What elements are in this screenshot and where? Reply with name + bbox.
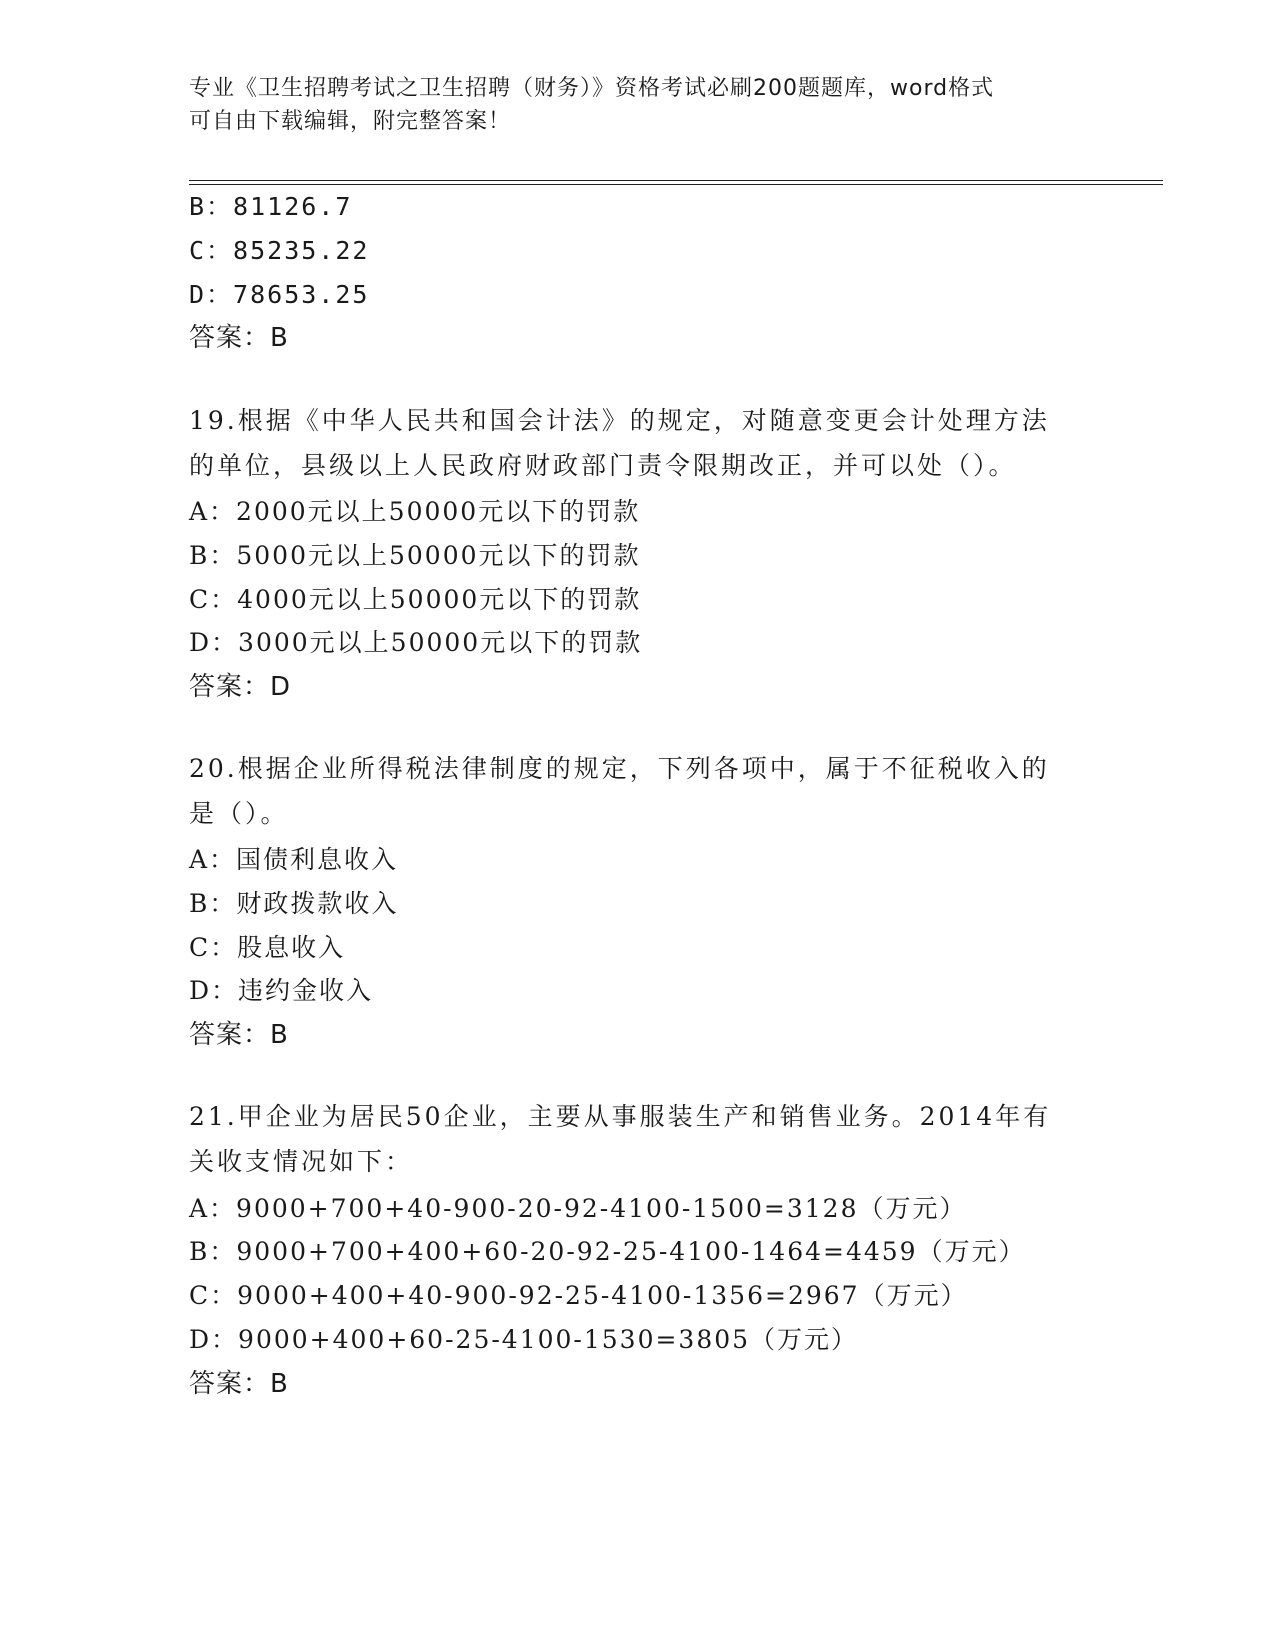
q19-option-c: C：4000元以上50000元以下的罚款 — [189, 585, 642, 614]
q19-option-a: A：2000元以上50000元以下的罚款 — [189, 497, 641, 526]
q20-option-c: C：股息收入 — [189, 933, 346, 962]
q19-stem-line-1: 19.根据《中华人民共和国会计法》的规定，对随意变更会计处理方法 — [189, 406, 1050, 435]
q20-stem-line-1: 20.根据企业所得税法律制度的规定，下列各项中，属于不征税收入的 — [189, 754, 1050, 783]
q18-answer: 答案：B — [189, 323, 289, 353]
q20-option-a: A：国债利息收入 — [189, 845, 399, 874]
q21-option-c: C：9000+400+40-900-92-25-4100-1356=2967（万元） — [189, 1281, 968, 1310]
header-line-1: 专业《卫生招聘考试之卫生招聘（财务）》资格考试必刷200题题库，word格式 — [189, 76, 995, 101]
q21-option-b: B：9000+700+400+60-20-92-25-4100-1464=4459（万元） — [189, 1237, 1026, 1266]
header-divider-top — [189, 180, 1163, 181]
q21-option-a: A：9000+700+40-900-20-92-4100-1500=3128（万元） — [189, 1194, 967, 1223]
q18-option-d: D：78653.25 — [189, 280, 370, 309]
q19-option-d: D：3000元以上50000元以下的罚款 — [189, 628, 643, 657]
q19-option-b: B：5000元以上50000元以下的罚款 — [189, 541, 641, 570]
q20-answer: 答案：B — [189, 1020, 289, 1050]
q19-answer: 答案：D — [189, 672, 292, 702]
q20-option-b: B：财政拨款收入 — [189, 889, 399, 918]
q18-option-b: B：81126.7 — [189, 192, 353, 221]
q21-stem — [189, 1094, 1089, 1184]
header-line-2: 可自由下载编辑，附完整答案！ — [189, 109, 512, 134]
q21-answer: 答案：B — [189, 1369, 289, 1399]
q21-stem-line-1: 21.甲企业为居民50企业，主要从事服装生产和销售业务。2014年有 — [189, 1102, 1052, 1131]
q21-stem-line-2: 关收支情况如下： — [189, 1147, 414, 1176]
q19-stem — [189, 398, 1089, 488]
document-header — [189, 72, 1089, 138]
q21-option-d: D：9000+400+60-25-4100-1530=3805（万元） — [189, 1325, 859, 1354]
q18-option-c: C：85235.22 — [189, 236, 370, 265]
header-divider-bottom — [189, 184, 1163, 185]
q20-stem — [189, 746, 1089, 836]
q19-stem-line-2: 的单位，县级以上人民政府财政部门责令限期改正，并可以处（）。 — [189, 451, 1017, 480]
q20-option-d: D：违约金收入 — [189, 976, 374, 1005]
q20-stem-line-2: 是（）。 — [189, 799, 289, 828]
